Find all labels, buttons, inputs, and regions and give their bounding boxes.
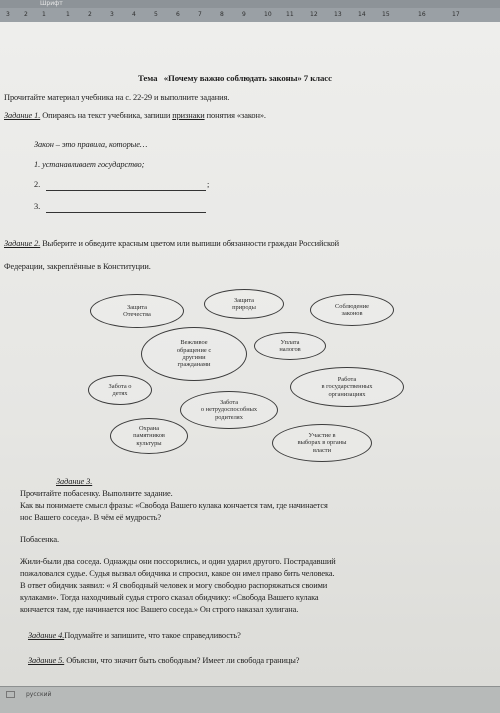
- task1-text-before: Опираясь на текст учебника, запиши: [40, 111, 173, 120]
- story-line: кулаками». Тогда находчивый судья строго сказал обидчику: «Свобода Вашего кулака: [20, 593, 319, 602]
- task3-line2: Как вы понимаете смысл фразы: «Свобода Вашего кулака кончается там, где начинается: [20, 501, 328, 510]
- ruler-tick: 8: [220, 11, 224, 18]
- task1-label: Задание 1.: [4, 111, 41, 120]
- ruler-tick: 16: [418, 11, 426, 18]
- task2-line: [4, 239, 339, 248]
- task5-label: Задание 5.: [28, 656, 65, 665]
- ruler-tick: 17: [452, 11, 460, 18]
- page-title: [138, 73, 332, 83]
- ruler-tick: 1: [42, 11, 46, 18]
- task2-label: Задание 2.: [4, 239, 41, 248]
- duty-oval-laws[interactable]: Соблюдение законов: [310, 294, 394, 326]
- duty-oval-politeness[interactable]: Вежливое обращение с другими гражданами: [141, 327, 247, 381]
- task5-text: Объясни, что значит быть свободным? Имеет ли свобода границы?: [64, 656, 300, 665]
- task1-item2-end: ;: [207, 180, 210, 189]
- duty-oval-defense[interactable]: Защита Отечества: [90, 294, 184, 328]
- task3-line3: нос Вашего соседа». В чём её мудрость?: [20, 513, 162, 522]
- title-prefix: Тема: [138, 73, 158, 83]
- ruler-tick: 1: [66, 11, 70, 18]
- status-bar: [0, 686, 500, 713]
- ruler-tick: 7: [198, 11, 202, 18]
- ruler-tick: 6: [176, 11, 180, 18]
- duty-oval-monuments[interactable]: Охрана памятников культуры: [110, 418, 188, 454]
- duty-oval-elections[interactable]: Участие в выборах в органы власти: [272, 424, 372, 462]
- task4-line: [28, 631, 241, 640]
- duty-oval-nature[interactable]: Защита природы: [204, 289, 284, 319]
- ruler-tick: 15: [382, 11, 390, 18]
- duty-oval-children[interactable]: Забота о детях: [88, 375, 152, 405]
- ruler-tick: 10: [264, 11, 272, 18]
- task1-line: [4, 111, 266, 120]
- task2-text-2: Федерации, закреплённые в Конституции.: [4, 262, 151, 271]
- ruler[interactable]: [0, 8, 500, 23]
- ruler-tick: 3: [110, 11, 114, 18]
- layout-icon[interactable]: [6, 691, 15, 698]
- task1-subtitle: Закон – это правила, которые…: [34, 140, 148, 149]
- ruler-tick: 4: [132, 11, 136, 18]
- duty-oval-parents[interactable]: Забота о нетрудоспособных родителях: [180, 391, 278, 429]
- story-line: кончается там, где начинается нос Вашего соседа.» Он строго наказал хулигана.: [20, 605, 299, 614]
- answer-line[interactable]: [46, 212, 206, 213]
- task4-label: Задание 4.: [28, 631, 65, 640]
- answer-line[interactable]: [46, 190, 206, 191]
- document-page[interactable]: [0, 22, 500, 686]
- ruler-tick: 9: [242, 11, 246, 18]
- duty-oval-taxes[interactable]: Уплата налогов: [254, 332, 326, 360]
- story-heading: Побасенка.: [20, 535, 59, 544]
- ruler-tick: 14: [358, 11, 366, 18]
- task3-line1: Прочитайте побасенку. Выполните задание.: [20, 489, 173, 498]
- toolbar: [0, 0, 500, 8]
- task5-line: [28, 656, 299, 665]
- task1-text-after: понятия «закон».: [204, 111, 266, 120]
- duty-oval-state-work[interactable]: Работа в государственных организациях: [290, 367, 404, 407]
- task2-text: Выберите и обведите красным цветом или выпиши обязанности граждан Российской: [40, 239, 340, 248]
- task1-highlight: признаки: [172, 111, 205, 120]
- font-group-label: Шрифт: [40, 0, 63, 7]
- ruler-tick: 5: [154, 11, 158, 18]
- task1-item1: 1. устанавливает государство;: [34, 160, 145, 169]
- ruler-tick: 2: [24, 11, 28, 18]
- ruler-tick: 11: [286, 11, 294, 18]
- story-line: В ответ обидчик заявил: « Я свободный человек и могу свободно распоряжаться своими: [20, 581, 328, 590]
- story-line: Жили-были два соседа. Однажды они поссорились, и один ударил другого. Пострадавший: [20, 557, 336, 566]
- intro-text: Прочитайте материал учебника на с. 22-29 и выполните задания.: [4, 93, 230, 102]
- ruler-tick: 2: [88, 11, 92, 18]
- task4-text: Подумайте и запишите, что такое справедливость?: [64, 631, 241, 640]
- title-text: «Почему важно соблюдать законы» 7 класс: [163, 73, 332, 83]
- story-line: пожаловался судье. Судья вызвал обидчика и спросил, какое он имел право бить человека.: [20, 569, 335, 578]
- ruler-tick: 12: [310, 11, 318, 18]
- ruler-tick: 3: [6, 11, 10, 18]
- task3-label: Задание 3.: [56, 477, 93, 486]
- task1-item2: 2.: [34, 180, 41, 189]
- language-indicator[interactable]: русский: [26, 691, 52, 698]
- task1-item3: 3.: [34, 202, 41, 211]
- ruler-tick: 13: [334, 11, 342, 18]
